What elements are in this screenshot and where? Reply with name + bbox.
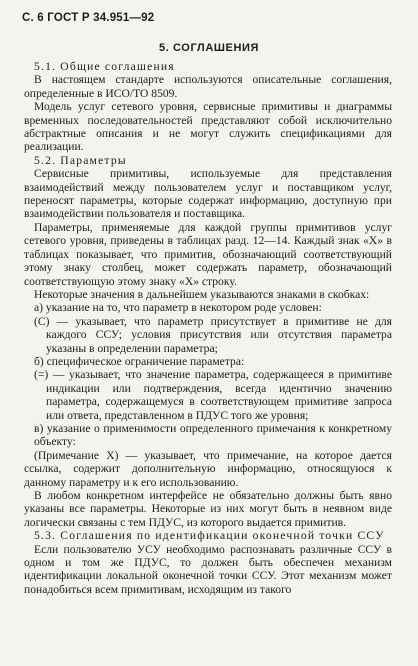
- paragraph: Параметры, применяемые для каждой группы примитивов услуг сетевого уровня, приведены в таблицах разд. 12—14. Каждый знак «Х» в таблицах показывает, что примитив, обозначающий соответствующий этому знаку столбец, может содержать параметр, обозначающий соответствующую этому знаку «Х» строку.: [24, 220, 392, 288]
- list-item-detail: (Примечание Х) — указывает, что примечание, на которое дается ссылка, содержит дополнительную информацию, относящуюся к данному параметру и к его использованию.: [24, 448, 392, 489]
- list-item-detail: (С) — указывает, что параметр присутствует в примитиве не для каждого ССУ; условия присутствия или отсутствия параметра указаны в определении параметра;: [34, 314, 392, 355]
- paragraph: В любом конкретном интерфейсе не обязательно должны быть явно указаны все параметры. Некоторые из них могут быть в неявном виде логически связаны с тем ПДУС, из которого выдается примитив.: [24, 489, 392, 529]
- document-body: [24, 60, 392, 596]
- subsection-heading: 5.3. Соглашения по идентификации оконечной точки ССУ: [34, 529, 385, 543]
- paragraph: В настоящем стандарте используются описательные соглашения, определенные в ИСО/ТО 8509.: [24, 73, 392, 100]
- paragraph: Модель услуг сетевого уровня, сервисные примитивы и диаграммы временных последовательностей представляют собой исключительно абстрактные описания и не могут служить спецификациями для реализации.: [24, 100, 392, 154]
- list-item: в) указание о применимости определенного примечания к конкретному объекту:: [34, 421, 392, 449]
- paragraph: Сервисные примитивы, используемые для представления взаимодействий между пользователем услуг и поставщиком услуг, переносят параметры, которые содержат информацию, доступную при взаимодействии пользователя и поставщика.: [24, 167, 392, 221]
- page-header: С. 6 ГОСТ Р 34.951—92: [22, 12, 155, 24]
- subsection-heading: 5.2. Параметры: [34, 153, 127, 167]
- list-item-detail: (=) — указывает, что значение параметра, содержащееся в примитиве индикации или подтверждения, всегда идентично значению параметра, содержащемуся в соответствующем примитиве запроса или ответа, представленном в ПДУС того же уровня;: [34, 368, 392, 422]
- paragraph: Если пользователю УСУ необходимо распознавать различные ССУ в одном и том же ПДУС, то должен быть обеспечен механизм идентификации локальной оконечной точки ССУ. Этот механизм может понадобиться всем примитивам, исходящим из такого: [24, 542, 392, 596]
- paragraph: Некоторые значения в дальнейшем указываются знаками в скобках:: [34, 287, 370, 301]
- list-item: б) специфическое ограничение параметра:: [34, 354, 245, 368]
- list-item: а) указание на то, что параметр в некотором роде условен:: [34, 301, 322, 315]
- subsection-heading: 5.1. Общие соглашения: [34, 60, 175, 73]
- section-title: 5. СОГЛАШЕНИЯ: [158, 42, 260, 54]
